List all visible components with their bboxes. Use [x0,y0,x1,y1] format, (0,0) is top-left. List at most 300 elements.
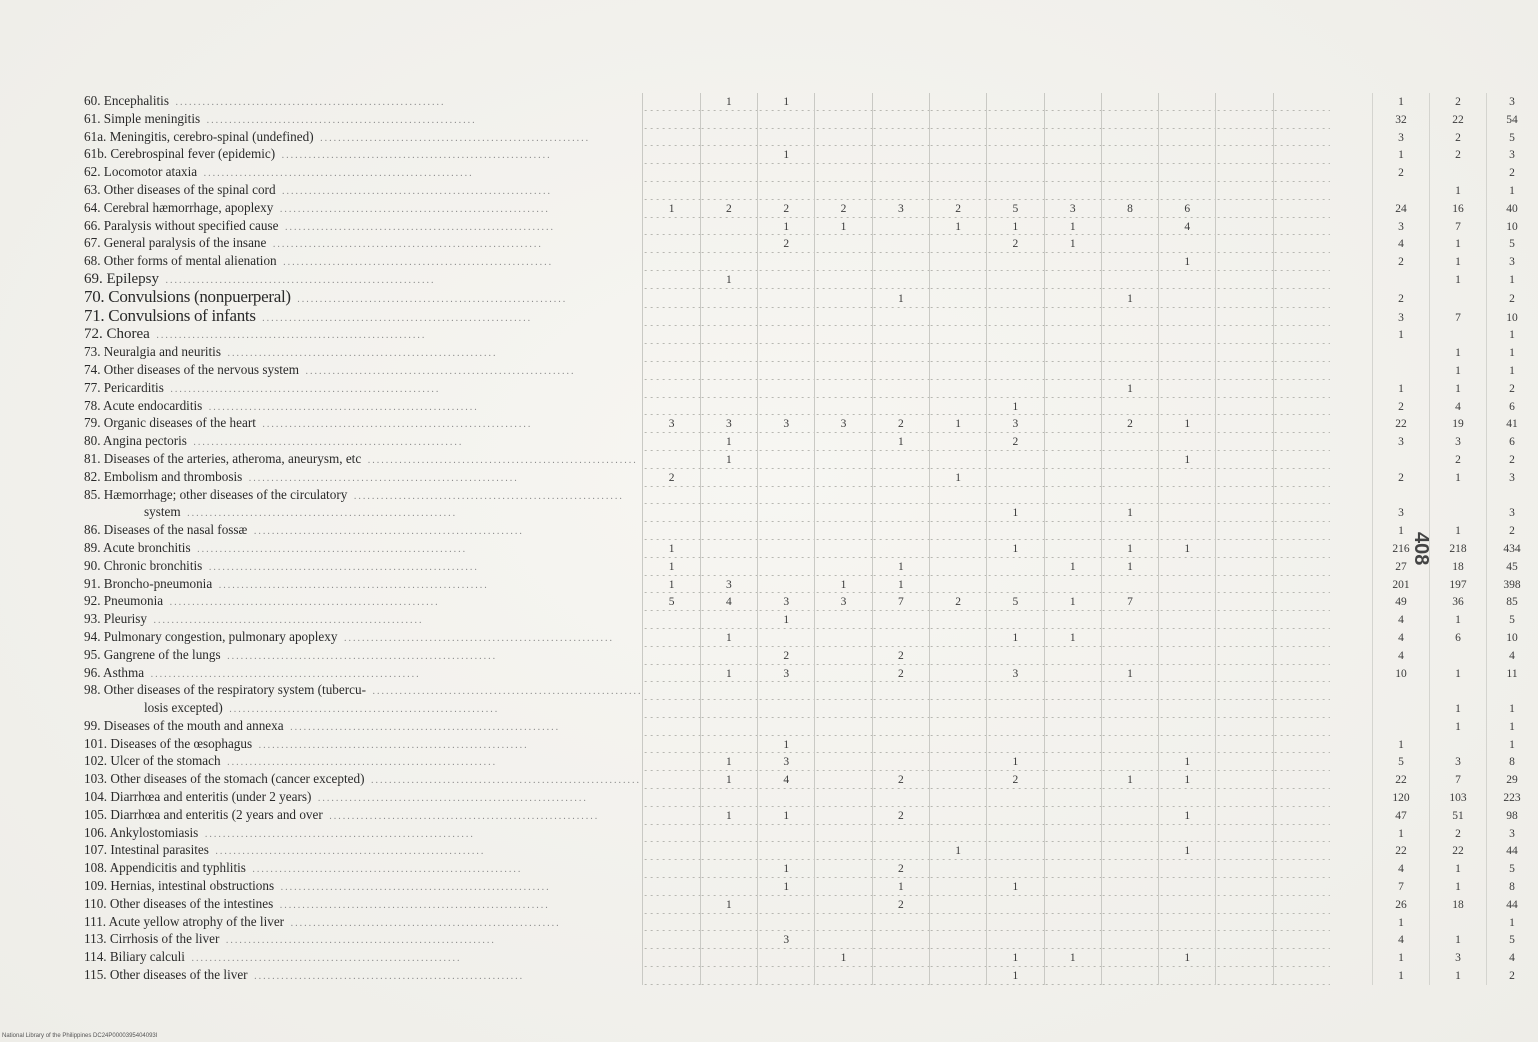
month-cell [1216,931,1273,949]
grand-total-cell: 10 [1487,308,1538,327]
month-cell [872,380,929,398]
month-cell [1159,647,1216,665]
month-cell [1273,860,1330,878]
month-cell [758,469,815,487]
total-male-cell [1373,700,1430,718]
table-row [84,487,1537,505]
month-cell [1216,753,1273,771]
month-cell [643,753,700,771]
leader-dots: ............................................................ [276,882,551,894]
month-cell [1159,967,1216,985]
table-row [84,682,1537,700]
month-cell [872,146,929,164]
column-gap [1330,896,1373,914]
month-cell [1159,398,1216,416]
leader-dots: ............................................................ [151,330,427,342]
month-cell [872,736,929,754]
month-cell [1101,611,1158,629]
month-cell [1044,182,1101,200]
month-cell [1216,415,1273,433]
leader-dots: ............................................................ [257,312,533,324]
total-female-cell [1430,487,1487,505]
column-gap [1330,362,1373,380]
month-cell [643,182,700,200]
month-cell [758,129,815,147]
month-cell [1101,398,1158,416]
table-row [84,789,1537,807]
total-male-cell: 1 [1373,522,1430,540]
leader-dots: ............................................................ [188,437,464,449]
total-male-cell: 3 [1373,504,1430,522]
grand-total-cell: 1 [1487,914,1538,932]
cause-cell [84,433,643,451]
month-cell [929,398,986,416]
month-cell [987,896,1044,914]
month-cell [1216,289,1273,308]
leader-dots: ............................................................ [367,686,643,698]
month-cell [1216,235,1273,253]
table-row [84,451,1537,469]
total-female-cell: 2 [1430,451,1487,469]
month-cell [1216,593,1273,611]
month-cell [700,682,757,700]
month-cell [1159,326,1216,344]
month-cell [872,111,929,129]
month-cell [1216,93,1273,111]
month-cell [643,289,700,308]
total-female-cell: 7 [1430,771,1487,789]
month-cell [815,753,872,771]
month-cell [643,398,700,416]
month-cell: 1 [758,878,815,896]
month-cell [929,362,986,380]
month-cell [758,896,815,914]
leader-dots: ............................................................ [254,739,529,751]
leader-dots: ............................................................ [301,365,576,377]
column-gap [1330,807,1373,825]
month-cell [872,93,929,111]
month-cell [987,558,1044,576]
column-gap [1330,146,1373,164]
column-gap [1330,718,1373,736]
cause-label: 89. Acute bronchitis [84,539,191,555]
month-cell [815,380,872,398]
month-cell [758,308,815,327]
column-gap [1330,218,1373,236]
grand-total-cell: 6 [1487,398,1538,416]
month-cell [1044,540,1101,558]
cause-cell [84,164,643,182]
month-cell [1044,700,1101,718]
month-cell [815,842,872,860]
month-cell [987,111,1044,129]
month-cell [929,289,986,308]
month-cell [700,469,757,487]
month-cell [1216,682,1273,700]
cause-cell [84,129,643,147]
total-female-cell: 103 [1430,789,1487,807]
leader-dots: ............................................................ [313,793,588,805]
leader-dots: ............................................................ [186,953,462,965]
month-cell [987,380,1044,398]
month-cell [700,558,757,576]
month-cell [1101,111,1158,129]
month-cell: 2 [758,647,815,665]
month-cell [1044,771,1101,789]
month-cell [987,93,1044,111]
month-cell [929,271,986,289]
grand-total-cell: 3 [1487,146,1538,164]
month-cell [929,558,986,576]
month-cell [1273,362,1330,380]
month-cell [815,451,872,469]
month-cell [929,576,986,594]
month-cell [815,182,872,200]
leader-dots: ............................................................ [210,846,486,858]
cause-label: 96. Asthma [84,664,145,680]
grand-total-cell: 5 [1487,129,1538,147]
month-cell [987,129,1044,147]
column-gap [1330,93,1373,111]
month-cell [1159,380,1216,398]
month-cell [1159,718,1216,736]
grand-total-cell: 3 [1487,93,1538,111]
month-cell [1159,146,1216,164]
month-cell [1101,700,1158,718]
total-male-cell: 47 [1373,807,1430,825]
month-cell: 1 [1159,415,1216,433]
month-cell: 7 [872,593,929,611]
month-cell [700,253,757,271]
month-cell [1216,700,1273,718]
grand-total-cell: 10 [1487,218,1538,236]
month-cell [1273,111,1330,129]
month-cell: 1 [929,842,986,860]
month-cell [1273,665,1330,683]
total-male-cell [1373,487,1430,505]
month-cell: 1 [929,218,986,236]
month-cell [1101,647,1158,665]
column-gap [1330,504,1373,522]
month-cell: 2 [643,469,700,487]
month-cell [1044,807,1101,825]
month-cell [1159,164,1216,182]
table-row [84,271,1537,289]
leader-dots: ............................................................ [182,508,458,520]
month-cell: 4 [1159,218,1216,236]
month-cell [1273,146,1330,164]
month-cell [1216,771,1273,789]
month-cell [1044,451,1101,469]
cause-cell [84,415,643,433]
month-cell [1273,700,1330,718]
table-row [84,860,1537,878]
month-cell: 3 [987,665,1044,683]
total-female-cell: 1 [1430,522,1487,540]
total-female-cell: 18 [1430,896,1487,914]
total-female-cell: 1 [1430,182,1487,200]
month-cell [872,451,929,469]
month-cell [815,487,872,505]
month-cell [815,807,872,825]
month-cell [929,682,986,700]
month-cell: 2 [872,665,929,683]
month-cell: 2 [872,415,929,433]
month-cell [1216,326,1273,344]
month-cell [1273,289,1330,308]
month-cell [643,451,700,469]
leader-dots: ............................................................ [244,472,519,484]
grand-total-cell: 10 [1487,629,1538,647]
grand-total-cell: 11 [1487,665,1538,683]
month-cell: 1 [700,771,757,789]
month-cell [1101,344,1158,362]
total-female-cell [1430,736,1487,754]
month-cell [643,146,700,164]
month-cell [700,146,757,164]
month-cell [872,164,929,182]
cause-cell [84,665,643,683]
month-cell [643,164,700,182]
month-cell: 2 [872,860,929,878]
cause-label: system [144,504,181,520]
month-cell [987,451,1044,469]
month-cell: 3 [758,753,815,771]
month-cell [1044,825,1101,843]
month-cell [643,949,700,967]
leader-dots: ............................................................ [339,632,614,644]
month-cell [1044,380,1101,398]
grand-total-cell: 6 [1487,433,1538,451]
month-cell [815,860,872,878]
month-cell [1216,469,1273,487]
month-cell [872,487,929,505]
column-gap [1330,487,1373,505]
total-male-cell: 7 [1373,878,1430,896]
month-cell [700,504,757,522]
month-cell [700,398,757,416]
cause-label: 101. Diseases of the œsophagus [84,735,253,751]
total-female-cell: 1 [1430,380,1487,398]
month-cell [1101,326,1158,344]
month-cell [872,344,929,362]
month-cell [1044,718,1101,736]
month-cell [700,789,757,807]
month-cell: 1 [987,540,1044,558]
month-cell [1273,380,1330,398]
cause-cell [84,146,643,164]
month-cell [758,682,815,700]
month-cell: 1 [643,558,700,576]
month-cell: 1 [1044,949,1101,967]
month-cell: 1 [872,576,929,594]
month-cell [1273,218,1330,236]
month-cell [1159,878,1216,896]
month-cell [929,771,986,789]
leader-dots: ............................................................ [249,971,525,983]
total-male-cell: 5 [1373,753,1430,771]
month-cell [700,182,757,200]
month-cell [1216,629,1273,647]
month-cell [1044,789,1101,807]
total-male-cell [1373,451,1430,469]
month-cell [815,736,872,754]
month-cell [1273,308,1330,327]
table-row [84,593,1537,611]
column-gap [1330,665,1373,683]
month-cell [700,736,757,754]
grand-total-cell: 2 [1487,451,1538,469]
month-cell [1159,896,1216,914]
table-row [84,433,1537,451]
table-row [84,576,1537,594]
total-male-cell [1373,344,1430,362]
leader-dots: ............................................................ [324,810,600,822]
cause-label: 92. Pneumonia [84,593,164,609]
month-cell [643,380,700,398]
leader-dots: ............................................................ [200,828,475,840]
table-row [84,380,1537,398]
month-cell [758,967,815,985]
month-cell [987,682,1044,700]
month-cell [758,540,815,558]
column-gap [1330,326,1373,344]
total-female-cell: 2 [1430,146,1487,164]
table-row [84,647,1537,665]
leader-dots: ............................................................ [275,203,550,215]
mortality-table-body [84,93,1537,985]
month-cell [1273,647,1330,665]
month-cell [815,700,872,718]
month-cell [643,629,700,647]
cause-cell [84,522,643,540]
month-cell [700,522,757,540]
month-cell [987,289,1044,308]
total-female-cell: 2 [1430,825,1487,843]
cause-label: 93. Pleurisy [84,611,148,627]
month-cell [758,504,815,522]
month-cell: 3 [643,415,700,433]
cause-label: 107. Intestinal parasites [84,842,209,858]
grand-total-cell: 1 [1487,736,1538,754]
month-cell [1216,200,1273,218]
total-male-cell: 216 [1373,540,1430,558]
month-cell [1101,487,1158,505]
total-male-cell [1373,271,1430,289]
month-cell [1216,789,1273,807]
cause-cell [84,878,643,896]
table-row [84,700,1537,718]
month-cell [758,164,815,182]
month-cell: 1 [1159,949,1216,967]
column-gap [1330,736,1373,754]
total-male-cell: 1 [1373,825,1430,843]
total-female-cell [1430,647,1487,665]
total-female-cell: 1 [1430,469,1487,487]
month-cell [1159,611,1216,629]
month-cell [929,914,986,932]
grand-total-cell: 223 [1487,789,1538,807]
month-cell [1273,164,1330,182]
total-male-cell: 2 [1373,289,1430,308]
cause-label: 103. Other diseases of the stomach (cancer excepted) [84,771,365,787]
table-row [84,771,1537,789]
total-female-cell: 218 [1430,540,1487,558]
month-cell [815,469,872,487]
month-cell: 1 [643,540,700,558]
leader-dots: ............................................................ [247,864,523,876]
grand-total-cell: 1 [1487,700,1538,718]
month-cell [1273,914,1330,932]
month-cell [700,111,757,129]
total-male-cell: 3 [1373,308,1430,327]
month-cell [758,289,815,308]
grand-total-cell: 2 [1487,289,1538,308]
month-cell [987,718,1044,736]
grand-total-cell: 29 [1487,771,1538,789]
month-cell [1101,753,1158,771]
month-cell [1101,308,1158,327]
month-cell [1216,860,1273,878]
table-row [84,914,1537,932]
table-row [84,949,1537,967]
month-cell: 1 [987,218,1044,236]
month-cell [1101,433,1158,451]
month-cell [1273,451,1330,469]
total-male-cell: 1 [1373,967,1430,985]
cause-cell [84,271,643,289]
total-female-cell [1430,164,1487,182]
month-cell [1216,362,1273,380]
month-cell [815,771,872,789]
month-cell [929,629,986,647]
month-cell [1159,558,1216,576]
total-female-cell: 19 [1430,415,1487,433]
month-cell [1216,611,1273,629]
month-cell [1273,825,1330,843]
month-cell [1101,271,1158,289]
month-cell [1101,235,1158,253]
month-cell [1273,736,1330,754]
month-cell [1101,218,1158,236]
month-cell [1159,700,1216,718]
total-female-cell: 1 [1430,931,1487,949]
month-cell [929,611,986,629]
total-female-cell: 3 [1430,753,1487,771]
month-cell [643,789,700,807]
cause-cell [84,700,643,718]
month-cell [643,271,700,289]
table-row [84,629,1537,647]
cause-label: 81. Diseases of the arteries, atheroma, aneurysm, etc [84,450,362,466]
month-cell [1044,487,1101,505]
month-cell [815,647,872,665]
total-female-cell [1430,504,1487,522]
total-male-cell: 201 [1373,576,1430,594]
month-cell [643,522,700,540]
table-row [84,93,1537,111]
month-cell [1273,271,1330,289]
month-cell [929,344,986,362]
cause-cell [84,860,643,878]
month-cell [1216,164,1273,182]
month-cell [1273,771,1330,789]
leader-dots: ............................................................ [286,917,561,929]
month-cell [929,807,986,825]
month-cell [1273,576,1330,594]
table-row [84,469,1537,487]
month-cell [700,218,757,236]
